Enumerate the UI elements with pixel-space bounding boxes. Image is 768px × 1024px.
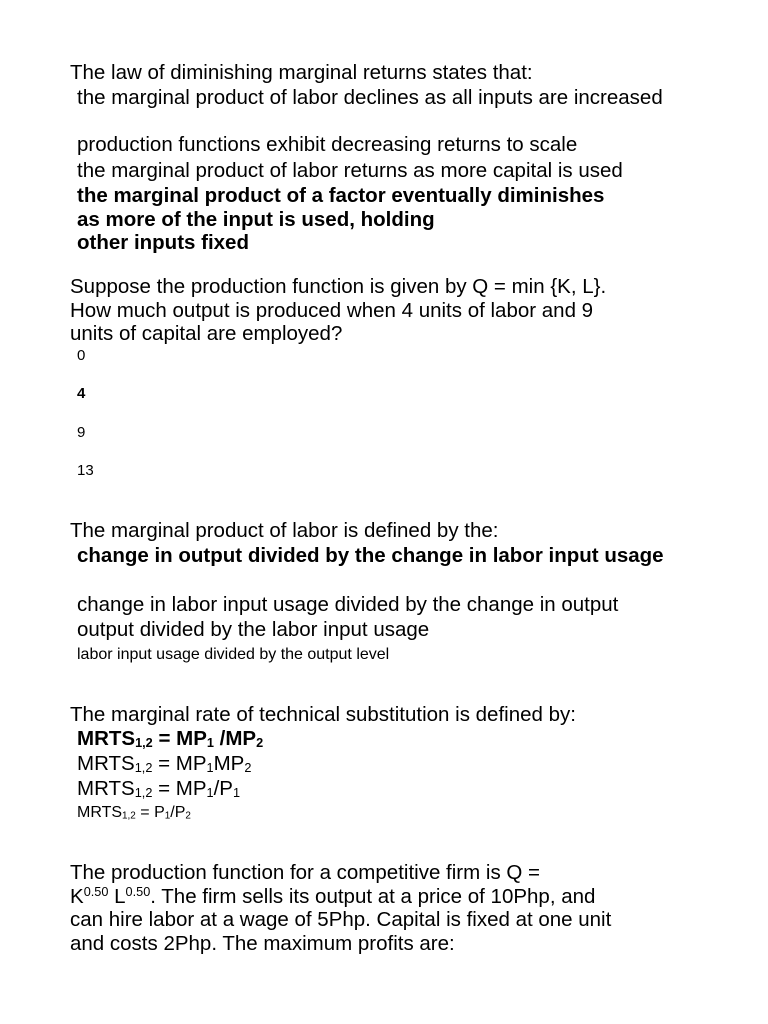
q1-option-d-line2: as more of the input is used, holding [77,207,435,231]
q5-stem-line1: The production function for a competitive firm is Q = [70,861,540,884]
q5-stem-line3: can hire labor at a wage of 5Php. Capital is fixed at one unit [70,908,612,931]
q5-stem [70,861,710,955]
q3-option-d: labor input usage divided by the output level [77,646,390,663]
q3-option-a-correct: change in output divided by the change in labor input usage [77,544,664,567]
q2-stem-line2: How much output is produced when 4 units of labor and 9 [70,298,594,322]
q3-option-c: output divided by the labor input usage [77,618,430,641]
q1-option-d-correct [77,184,717,255]
q2-stem [70,275,720,346]
q4-option-d: $MRTS_{1,2} = P_1/P_2$ [77,804,191,822]
q4-option-a-correct: $MRTS_{1,2} = MP_1$ $/MP_2$ [77,727,264,750]
q1-option-c: the marginal product of labor returns as more capital is used [77,159,623,182]
q1-option-d-line1: the marginal product of a factor eventually diminishes [77,184,605,207]
q1-option-d-line3: other inputs fixed [77,231,249,254]
q1-option-a: the marginal product of labor declines as all inputs are increased [77,86,663,109]
q2-option-c: 9 [77,424,86,441]
q5-stem-line4: and costs 2Php. The maximum profits are: [70,931,455,955]
q2-option-b-correct: 4 [77,385,86,402]
q4-stem: The marginal rate of technical substitution is defined by: [70,703,576,726]
q4-option-b: $MRTS_{1,2} = MP_1MP_2$ [77,752,252,775]
q1-option-b: production functions exhibit decreasing returns to scale [77,133,578,156]
q2-option-d: 13 [77,462,94,479]
q1-stem: The law of diminishing marginal returns states that: [70,61,533,84]
q2-stem-line3: units of capital are employed? [70,322,343,345]
q3-option-b: change in labor input usage divided by the change in output [77,593,619,616]
q5-stem-line2: $K^{0.50}$ $L^{0.50}$. The firm sells its output at a price of 10Php, and [70,883,596,908]
q2-option-a: 0 [77,347,86,364]
q3-stem: The marginal product of labor is defined by the: [70,519,499,542]
q2-stem-line1: Suppose the production function is given by Q = min {K, L}. [70,275,607,298]
q4-option-c: $MRTS_{1,2} = MP_1/P_1$ [77,777,241,800]
